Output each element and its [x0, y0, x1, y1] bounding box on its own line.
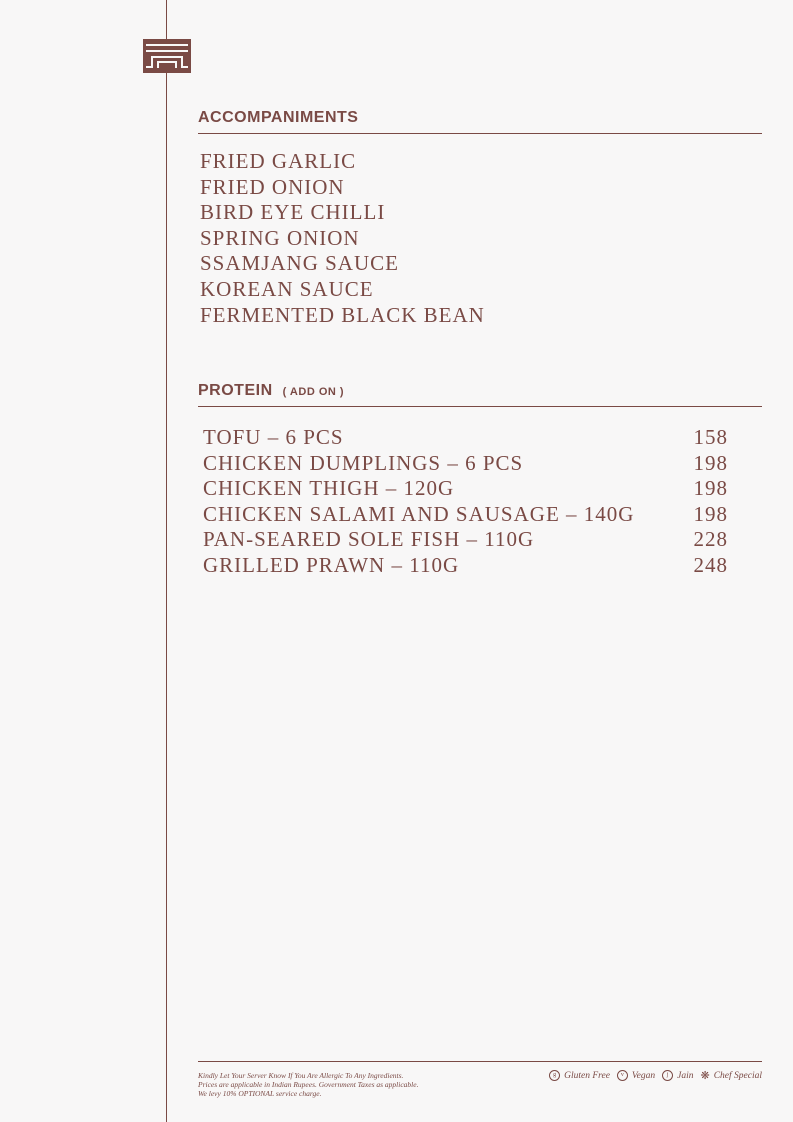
menu-row — [203, 451, 728, 477]
footer-notes — [198, 1072, 448, 1098]
menu-row — [203, 527, 728, 553]
jain-label: Jain — [677, 1070, 694, 1081]
list-item: SPRING ONION — [200, 225, 360, 250]
gluten-free-icon: g — [549, 1070, 560, 1081]
item-price: 198 — [693, 476, 728, 501]
item-name: PAN-SEARED SOLE FISH – 110G — [203, 527, 535, 552]
item-name: CHICKEN SALAMI AND SAUSAGE – 140G — [203, 501, 635, 526]
protein-subtitle: ( ADD ON ) — [282, 386, 345, 398]
gluten-free-label: Gluten Free — [564, 1070, 610, 1081]
item-price: 248 — [693, 552, 728, 577]
item-price: 198 — [693, 450, 728, 475]
vegan-label: Vegan — [631, 1070, 656, 1081]
protein-header — [198, 382, 762, 407]
protein-list — [203, 425, 728, 579]
footer-divider — [198, 1061, 762, 1062]
item-name: CHICKEN DUMPLINGS – 6 PCS — [203, 450, 524, 475]
item-name: TOFU – 6 PCS — [203, 425, 344, 449]
accompaniments-title: ACCOMPANIMENTS — [198, 109, 359, 126]
menu-row — [203, 553, 728, 579]
item-name: CHICKEN THIGH – 120G — [203, 476, 455, 501]
list-item: FRIED GARLIC — [200, 149, 357, 173]
jain-icon: j — [662, 1070, 673, 1081]
chef-special-icon: ❋ — [700, 1070, 710, 1082]
chef-special-label: Chef Special — [713, 1070, 762, 1081]
price-note: Prices are applicable in Indian Rupees. Government Taxes as applicable. — [198, 1079, 419, 1089]
restaurant-logo-icon — [143, 39, 191, 73]
accompaniments-header — [198, 109, 762, 134]
item-name: GRILLED PRAWN – 110G — [203, 552, 460, 577]
menu-row — [203, 476, 728, 502]
dietary-legend — [546, 1069, 762, 1082]
allergy-note: Kindly Let Your Server Know If You Are Allergic To Any Ingredients. — [198, 1071, 404, 1080]
item-price: 228 — [693, 527, 728, 552]
list-item: SSAMJANG SAUCE — [200, 251, 399, 276]
vegan-icon: v — [617, 1070, 628, 1081]
left-divider-line — [166, 0, 167, 1122]
item-price: 198 — [693, 501, 728, 526]
item-price: 158 — [693, 425, 728, 449]
protein-title: PROTEIN — [198, 382, 273, 399]
list-item: BIRD EYE CHILLI — [200, 200, 386, 225]
list-item: FERMENTED BLACK BEAN — [200, 302, 485, 327]
list-item: FRIED ONION — [200, 174, 345, 199]
menu-row — [203, 502, 728, 528]
service-charge-note: We levy 10% OPTIONAL service charge. — [198, 1088, 322, 1098]
menu-row — [203, 425, 728, 451]
accompaniments-list — [200, 149, 485, 328]
list-item: KOREAN SAUCE — [200, 276, 374, 301]
